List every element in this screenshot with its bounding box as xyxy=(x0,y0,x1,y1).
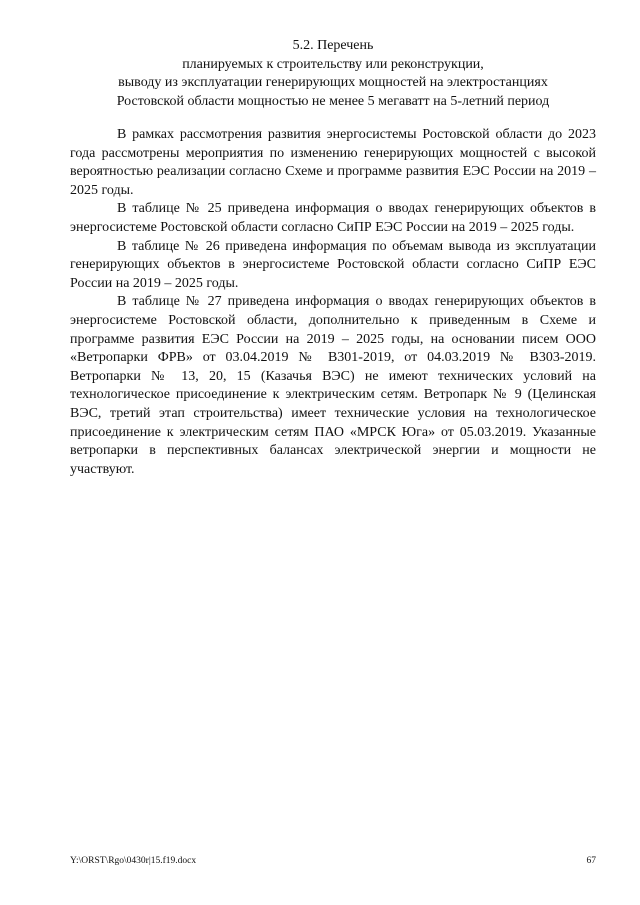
section-heading xyxy=(70,37,596,111)
section-title-line-3: выводу из эксплуатации генерирующих мощностей на электростанциях xyxy=(118,75,548,90)
paragraph-table-27: В таблице № 27 приведена информация о вводах генерирующих объектов в энергосистеме Ростовской области, дополнительно к приведенным в Схеме и программе развития ЕЭС России на 2019 – 2025 годы, на основании писем ООО «Ветропарки ФРВ» от 03.04.2019 № В301-2019, от 04.03.2019 № В303-2019. Ветропарки № 13, 20, 15 (Казачья ВЭС) не имеют технических условий на технологическое присоединение к электрическим сетям. Ветропарк № 9 (Целинская ВЭС, третий этап строительства) имеет технические условия на технологическое присоединение к электрическим сетям ПАО «МРСК Юга» от 05.03.2019. Указанные ветропарки в перспективных балансах электрической энергии и мощности не участвуют. xyxy=(70,294,596,477)
section-number-title: 5.2. Перечень xyxy=(292,38,374,53)
section-title-line-4: Ростовской области мощностью не менее 5 мегаватт на 5-летний период xyxy=(116,93,550,109)
section-title-line-2: планируемых к строительству или реконструкции, xyxy=(182,56,484,72)
paragraph-table-26: В таблице № 26 приведена информация по объемам вывода из эксплуатации генерирующих объектов в энергосистеме Ростовской области согласно СиПР ЕЭС России на 2019 – 2025 годы. xyxy=(70,238,596,291)
body-text xyxy=(70,126,596,479)
page-number: 67 xyxy=(586,856,596,866)
footer-file-path: Y:\ORST\Rgo\0430r|15.f19.docx xyxy=(70,856,197,866)
paragraph-table-25: В таблице № 25 приведена информация о вводах генерирующих объектов в энергосистеме Ростовской области согласно СиПР ЕЭС России на 2019 – 2025 годы. xyxy=(70,201,596,235)
paragraph-scope: В рамках рассмотрения развития энергосистемы Ростовской области до 2023 года рассмотрены мероприятия по изменению генерирующих мощностей с высокой вероятностью реализации согласно Схеме и программе развития ЕЭС России на 2019 – 2025 годы. xyxy=(70,127,596,198)
